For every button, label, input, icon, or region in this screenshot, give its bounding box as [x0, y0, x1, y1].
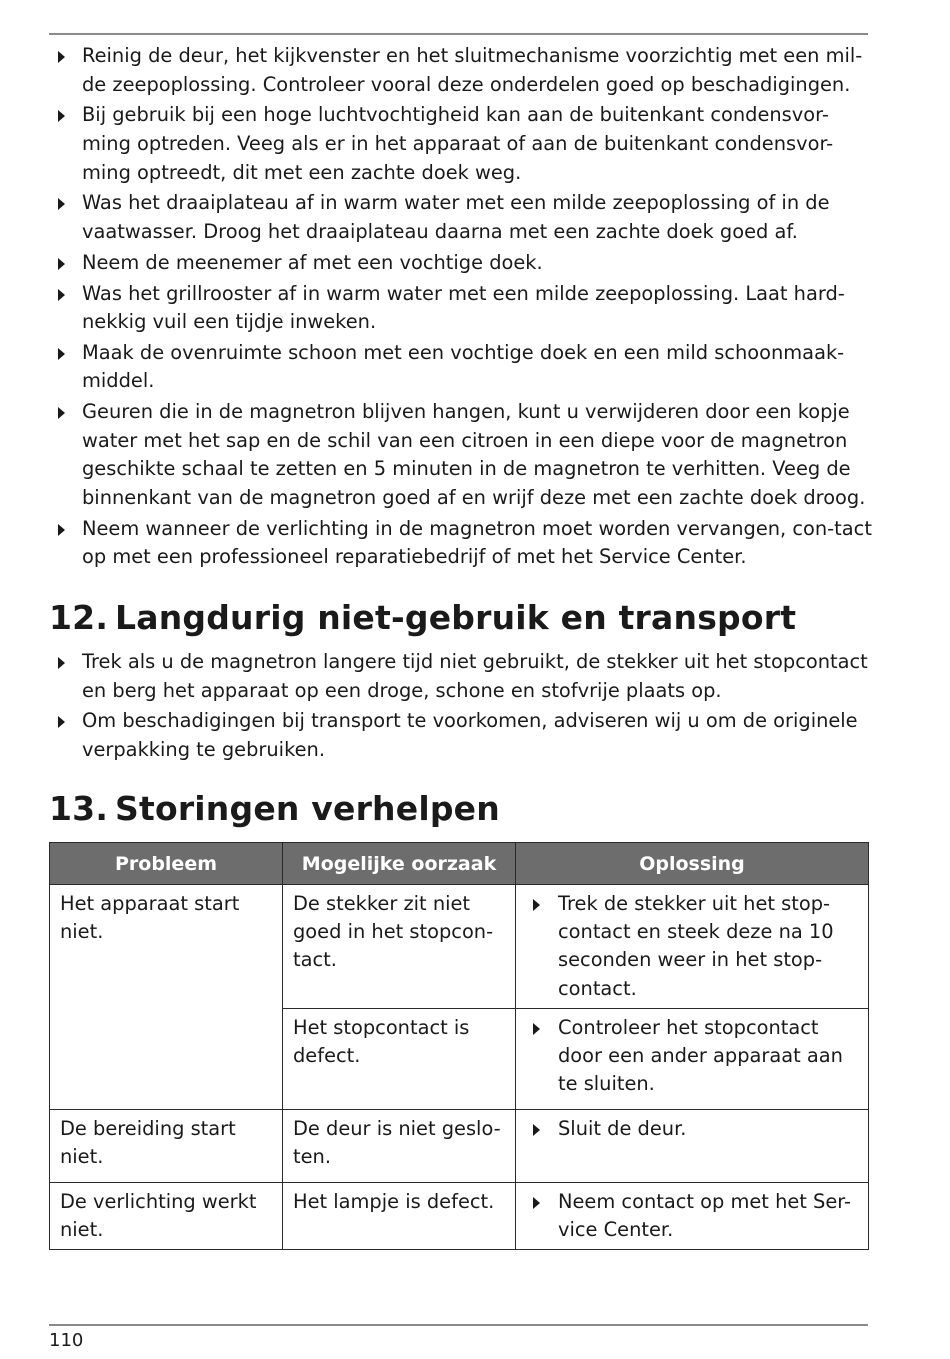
- solution-text: Neem contact op met het Ser-vice Center.: [558, 1189, 852, 1242]
- list-item: [52, 280, 872, 337]
- bullet-arrow-icon: [58, 524, 65, 536]
- solution-cell: [516, 1182, 869, 1249]
- bullet-arrow-icon: [533, 1197, 540, 1209]
- cause-cell: De stekker zit niet goed in het stopcon-tact.: [283, 885, 516, 1009]
- bullet-arrow-icon: [58, 110, 65, 122]
- bullet-arrow-icon: [58, 198, 65, 210]
- section-heading-13: [49, 789, 500, 829]
- bullet-arrow-icon: [533, 1124, 540, 1136]
- solution-text: Trek de stekker uit het stop-contact en steek deze na 10 seconden weer in het stop-contact.: [558, 892, 834, 1000]
- table-row: [50, 1109, 869, 1182]
- bullet-arrow-icon: [58, 258, 65, 270]
- column-header-cause: Mogelijke oorzaak: [283, 843, 516, 885]
- solution-cell: [516, 1008, 869, 1109]
- problem-cell: De verlichting werkt niet.: [50, 1182, 283, 1249]
- bottom-rule: [49, 1324, 868, 1326]
- list-item: [52, 707, 872, 764]
- bullet-arrow-icon: [58, 348, 65, 360]
- storage-bullet-list: [52, 648, 872, 767]
- bullet-arrow-icon: [533, 899, 540, 911]
- list-item: [52, 648, 872, 705]
- table-row: [50, 1182, 869, 1249]
- section-title: Storingen verhelpen: [115, 789, 500, 828]
- list-item: [52, 339, 872, 396]
- table-header-row: [50, 843, 869, 885]
- list-item-text: Was het draaiplateau af in warm water met een milde zeepoplossing of in de vaatwasser. Droog het draaiplateau daarna met een zachte doek goed af.: [82, 191, 830, 243]
- list-item: [52, 515, 872, 572]
- list-item-text: Neem wanneer de verlichting in de magnetron moet worden vervangen, con-tact op met een professioneel reparatiebedrijf of met het Service Center.: [82, 516, 872, 569]
- list-item: [52, 101, 872, 187]
- list-item: [52, 249, 872, 278]
- list-item-text: Was het grillrooster af in warm water met een milde zeepoplossing. Laat hard-nekkig vuil een tijdje inweken.: [82, 281, 845, 334]
- column-header-problem: Probleem: [50, 843, 283, 885]
- list-item-text: Trek als u de magnetron langere tijd niet gebruikt, de stekker uit het stopcontact en berg het apparaat op een droge, schone en stofvrije plaats op.: [82, 650, 868, 702]
- cause-cell: Het lampje is defect.: [283, 1182, 516, 1249]
- cause-cell: Het stopcontact is defect.: [283, 1008, 516, 1109]
- list-item: [52, 42, 872, 99]
- troubleshooting-table: [49, 842, 869, 1250]
- solution-cell: [516, 1109, 869, 1182]
- bullet-arrow-icon: [533, 1023, 540, 1035]
- bullet-arrow-icon: [58, 51, 65, 63]
- list-item-text: Maak de ovenruimte schoon met een vochtige doek en een mild schoonmaak-middel.: [82, 340, 845, 393]
- page-number: 110: [49, 1330, 84, 1351]
- bullet-arrow-icon: [58, 407, 65, 419]
- cleaning-bullet-list: [52, 42, 872, 574]
- list-item-text: Geuren die in de magnetron blijven hangen, kunt u verwijderen door een kopje water met het sap en de schil van een citroen in een diepe voor de magnetron geschikte schaal te zetten en 5 minuten in de magnetron te verhitten. Veeg de binnenkant van de magnetron goed af en wrijf deze met een zachte doek droog.: [82, 400, 866, 510]
- problem-cell: Het apparaat start niet.: [50, 885, 283, 1110]
- column-header-solution: Oplossing: [516, 843, 869, 885]
- section-number: 13.: [49, 789, 109, 828]
- list-item-text: Neem de meenemer af met een vochtige doek.: [82, 250, 543, 274]
- cause-cell: De deur is niet geslo-ten.: [283, 1109, 516, 1182]
- list-item-text: Bij gebruik bij een hoge luchtvochtigheid kan aan de buitenkant condensvor-ming optreden. Veeg als er in het apparaat of aan de buitenkant condensvor-ming optreedt, dit met een zachte doek weg.: [82, 103, 834, 184]
- top-rule: [49, 33, 868, 35]
- solution-text: Sluit de deur.: [558, 1116, 687, 1140]
- bullet-arrow-icon: [58, 716, 65, 728]
- list-item: [52, 189, 872, 246]
- table-row: [50, 885, 869, 1009]
- list-item-text: Reinig de deur, het kijkvenster en het sluitmechanisme voorzichtig met een mil-de zeepoplossing. Controleer vooral deze onderdelen goed op beschadigingen.: [82, 44, 863, 96]
- section-heading-12: [49, 598, 796, 638]
- problem-cell: De bereiding start niet.: [50, 1109, 283, 1182]
- solution-cell: [516, 885, 869, 1009]
- section-number: 12.: [49, 598, 109, 637]
- list-item: [52, 398, 872, 512]
- bullet-arrow-icon: [58, 657, 65, 669]
- section-title: Langdurig niet-gebruik en transport: [115, 598, 797, 637]
- list-item-text: Om beschadigingen bij transport te voorkomen, adviseren wij u om de originele verpakking te gebruiken.: [82, 709, 858, 761]
- solution-text: Controleer het stopcontact door een ander apparaat aan te sluiten.: [558, 1015, 843, 1096]
- bullet-arrow-icon: [58, 289, 65, 301]
